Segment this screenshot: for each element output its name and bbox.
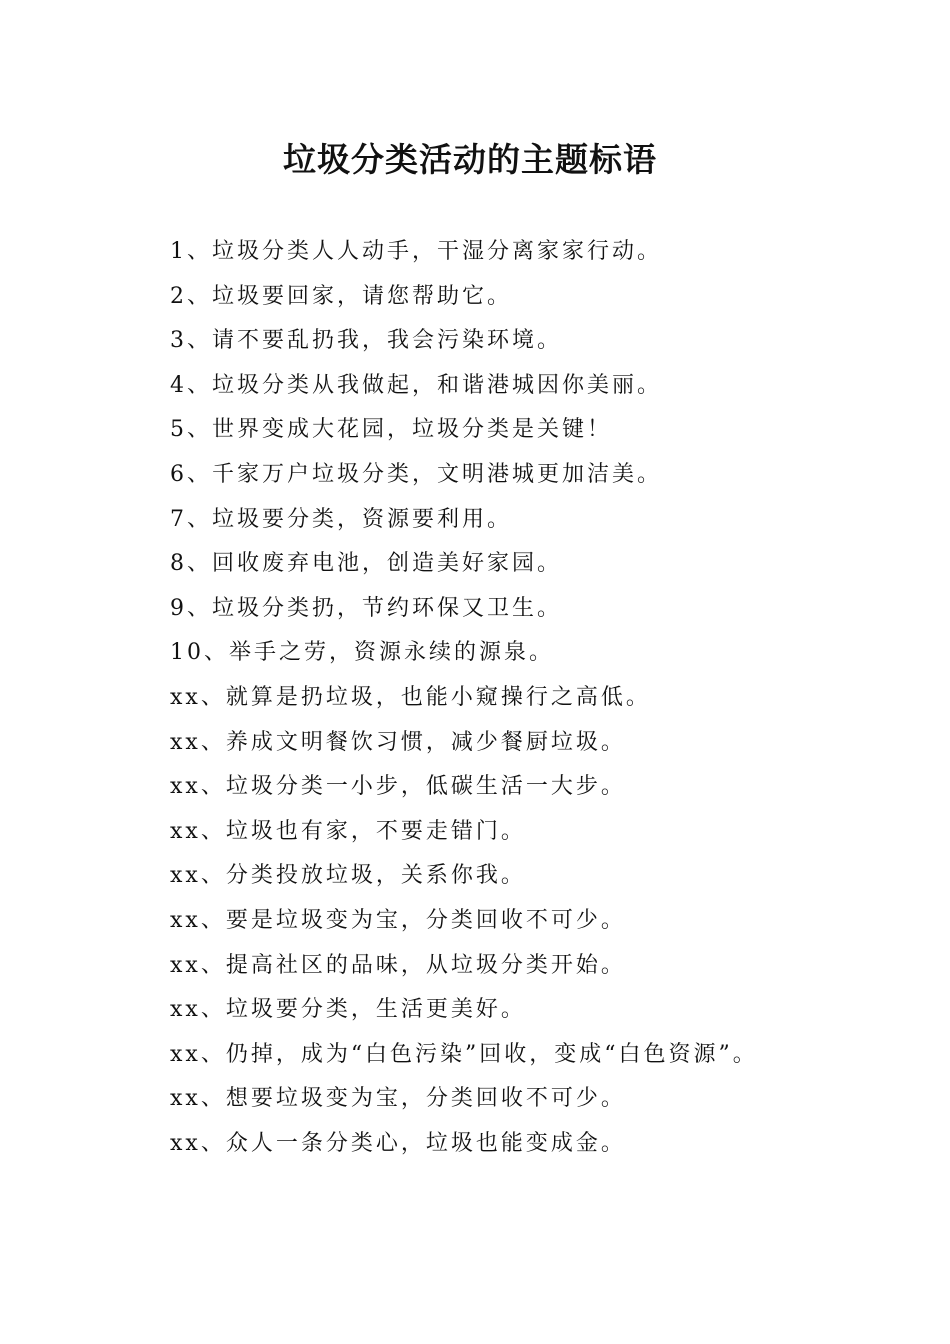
slogan-item: xx、要是垃圾变为宝，分类回收不可少。 xyxy=(170,907,626,933)
slogan-item: xx、养成文明餐饮习惯，减少餐厨垃圾。 xyxy=(170,729,626,755)
slogan-item: 2、垃圾要回家，请您帮助它。 xyxy=(170,283,512,309)
slogan-item: 6、千家万户垃圾分类，文明港城更加洁美。 xyxy=(170,461,662,487)
slogan-item: xx、垃圾分类一小步，低碳生活一大步。 xyxy=(170,774,626,800)
slogan-item: xx、分类投放垃圾，关系你我。 xyxy=(170,863,526,889)
slogan-item: xx、提高社区的品味，从垃圾分类开始。 xyxy=(170,952,626,978)
slogan-item: 10、举手之劳，资源永续的源泉。 xyxy=(170,640,554,666)
slogan-item: 7、垃圾要分类，资源要利用。 xyxy=(170,506,512,532)
slogan-item: xx、就算是扔垃圾，也能小窥操行之高低。 xyxy=(170,684,651,710)
slogan-item: 8、回收废弃电池，创造美好家园。 xyxy=(170,551,562,577)
slogan-item: xx、垃圾也有家，不要走错门。 xyxy=(170,818,526,844)
slogan-item: 3、请不要乱扔我，我会污染环境。 xyxy=(170,328,562,354)
slogan-list xyxy=(170,230,910,1166)
slogan-item: 9、垃圾分类扔，节约环保又卫生。 xyxy=(170,595,562,621)
slogan-item: xx、众人一条分类心，垃圾也能变成金。 xyxy=(170,1130,626,1156)
slogan-item: xx、想要垃圾变为宝，分类回收不可少。 xyxy=(170,1086,626,1112)
slogan-item: xx、仍掉，成为“白色污染”回收，变成“白色资源”。 xyxy=(170,1041,758,1067)
slogan-item: 5、世界变成大花园，垃圾分类是关键！ xyxy=(170,417,612,443)
page-title: 垃圾分类活动的主题标语 xyxy=(283,140,657,179)
slogan-item: xx、垃圾要分类，生活更美好。 xyxy=(170,997,526,1023)
slogan-item: 1、垃圾分类人人动手，干湿分离家家行动。 xyxy=(170,239,662,264)
slogan-item: 4、垃圾分类从我做起，和谐港城因你美丽。 xyxy=(170,372,662,398)
